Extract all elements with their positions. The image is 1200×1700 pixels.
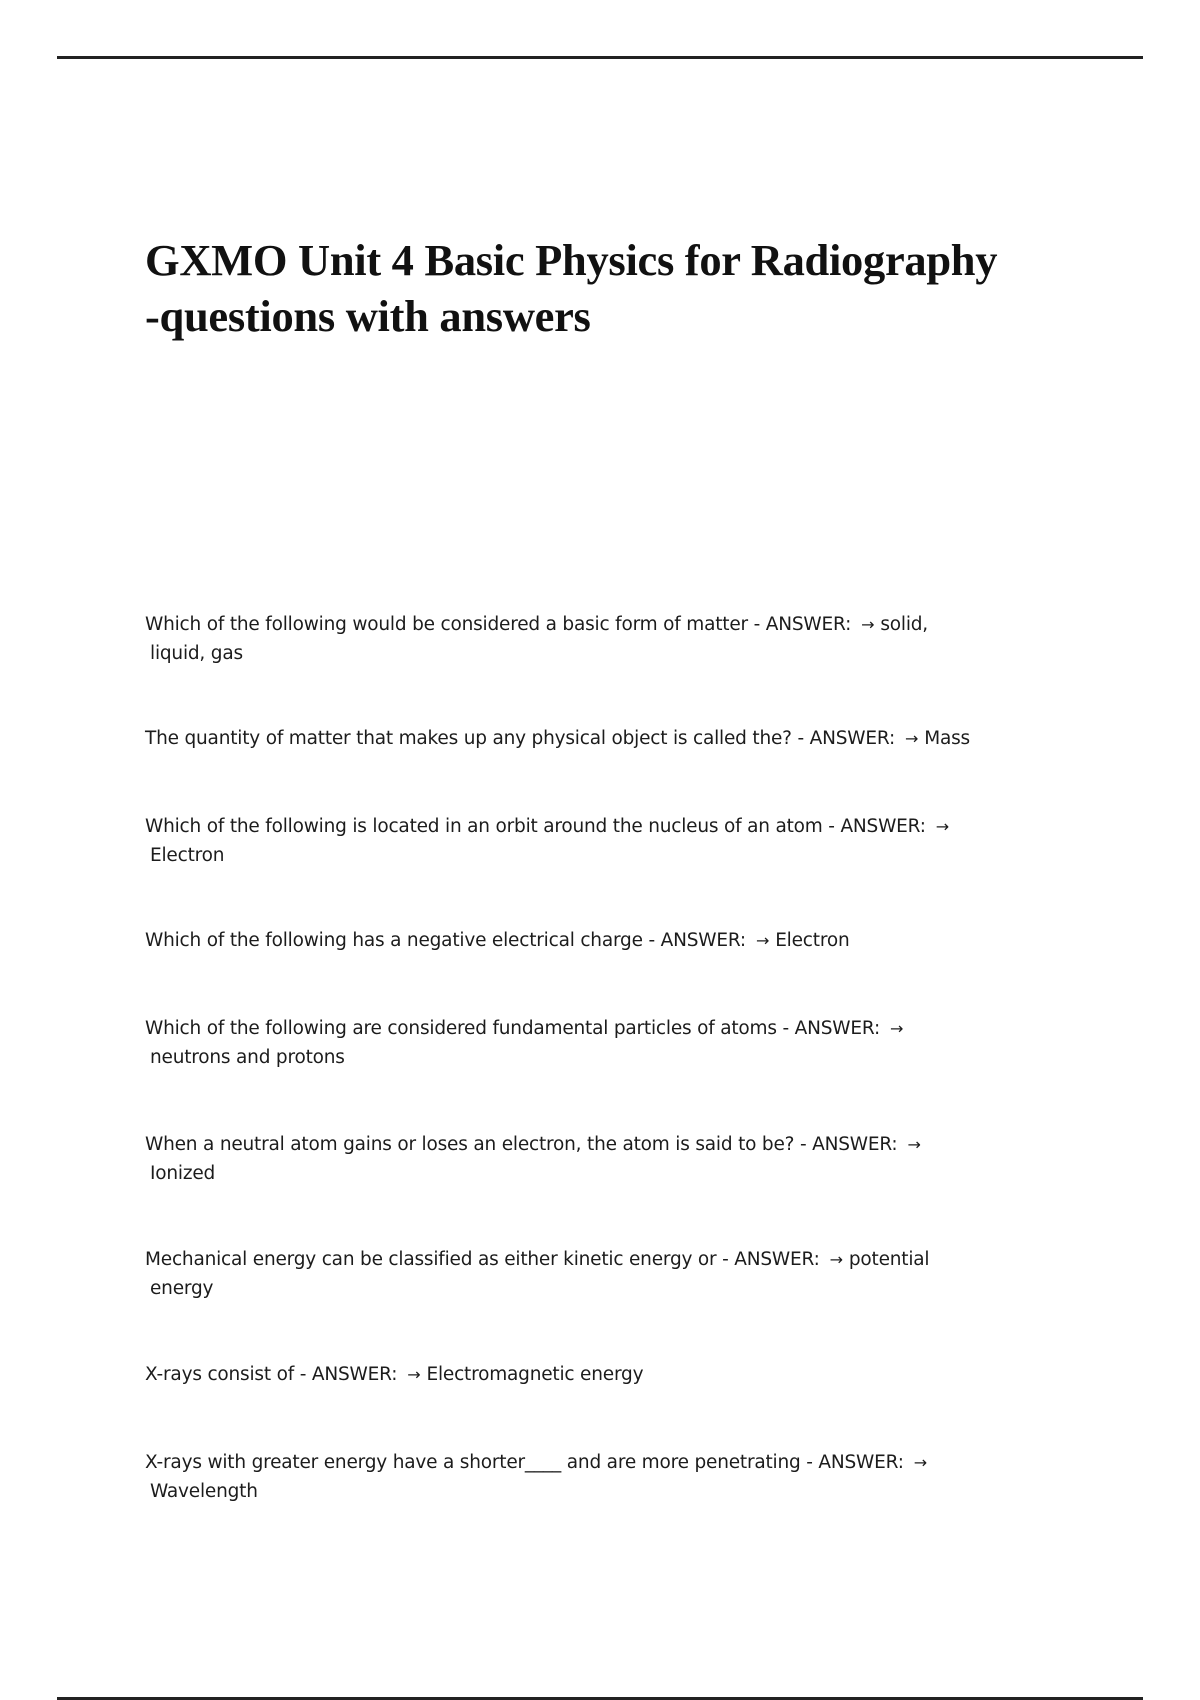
answer-text-continued: Electron <box>150 845 225 866</box>
question-text: Which of the following are considered fundamental particles of atoms <box>145 1018 777 1039</box>
question-text: X-rays consist of <box>145 1364 295 1385</box>
arrow-right-icon: → <box>755 931 770 950</box>
qa-item <box>145 812 1095 870</box>
answer-label: - ANSWER: <box>799 1134 898 1155</box>
answer-text: solid, <box>880 614 928 635</box>
answer-text-continued: Ionized <box>150 1163 216 1184</box>
answer-text-continued: liquid, gas <box>150 643 243 664</box>
arrow-right-icon: → <box>407 1365 421 1384</box>
arrow-right-icon: → <box>890 1019 904 1038</box>
answer-label: - ANSWER: <box>299 1364 398 1385</box>
answer-label: - ANSWER: <box>648 930 746 951</box>
arrow-right-icon: → <box>861 615 875 634</box>
question-text: Mechanical energy can be classified as either kinetic energy or <box>145 1249 717 1270</box>
qa-item <box>145 1014 1095 1072</box>
answer-text: Mass <box>924 728 970 749</box>
answer-text-continued: energy <box>150 1278 214 1299</box>
question-text: Which of the following would be considered a basic form of matter <box>145 614 748 635</box>
question-text: Which of the following is located in an orbit around the nucleus of an atom <box>145 816 823 837</box>
arrow-right-icon: → <box>913 1453 927 1472</box>
arrow-right-icon: → <box>935 817 950 836</box>
question-text: X-rays with greater energy have a shorter____ and are more penetrating <box>145 1452 801 1473</box>
qa-item <box>145 926 1095 955</box>
qa-item <box>145 1448 1095 1506</box>
question-text: Which of the following has a negative electrical charge <box>145 930 643 951</box>
answer-label: - ANSWER: <box>753 614 852 635</box>
answer-text: potential <box>848 1249 930 1270</box>
title-line-1: GXMO Unit 4 Basic Physics for Radiography <box>145 235 998 285</box>
answer-label: - ANSWER: <box>722 1249 820 1270</box>
top-rule <box>57 56 1143 59</box>
qa-item <box>145 1245 1095 1303</box>
qa-item <box>145 610 1095 668</box>
qa-item <box>145 1360 1095 1389</box>
page-title <box>145 232 1095 344</box>
answer-label: - ANSWER: <box>782 1018 881 1039</box>
arrow-right-icon: → <box>829 1250 843 1269</box>
answer-text: Electron <box>775 930 850 951</box>
answer-text-continued: Wavelength <box>150 1481 258 1502</box>
answer-text-continued: neutrons and protons <box>150 1047 345 1068</box>
title-line-2: -questions with answers <box>145 291 591 341</box>
answer-text: Electromagnetic energy <box>426 1364 644 1385</box>
question-text: When a neutral atom gains or loses an electron, the atom is said to be? <box>145 1134 795 1155</box>
answer-label: - ANSWER: <box>806 1452 904 1473</box>
arrow-right-icon: → <box>907 1135 921 1154</box>
answer-label: - ANSWER: <box>828 816 926 837</box>
qa-item <box>145 724 1095 753</box>
answer-label: - ANSWER: <box>797 728 895 749</box>
document-body <box>145 232 1095 1502</box>
question-text: The quantity of matter that makes up any physical object is called the? <box>145 728 792 749</box>
arrow-right-icon: → <box>904 729 919 748</box>
qa-item <box>145 1130 1095 1188</box>
